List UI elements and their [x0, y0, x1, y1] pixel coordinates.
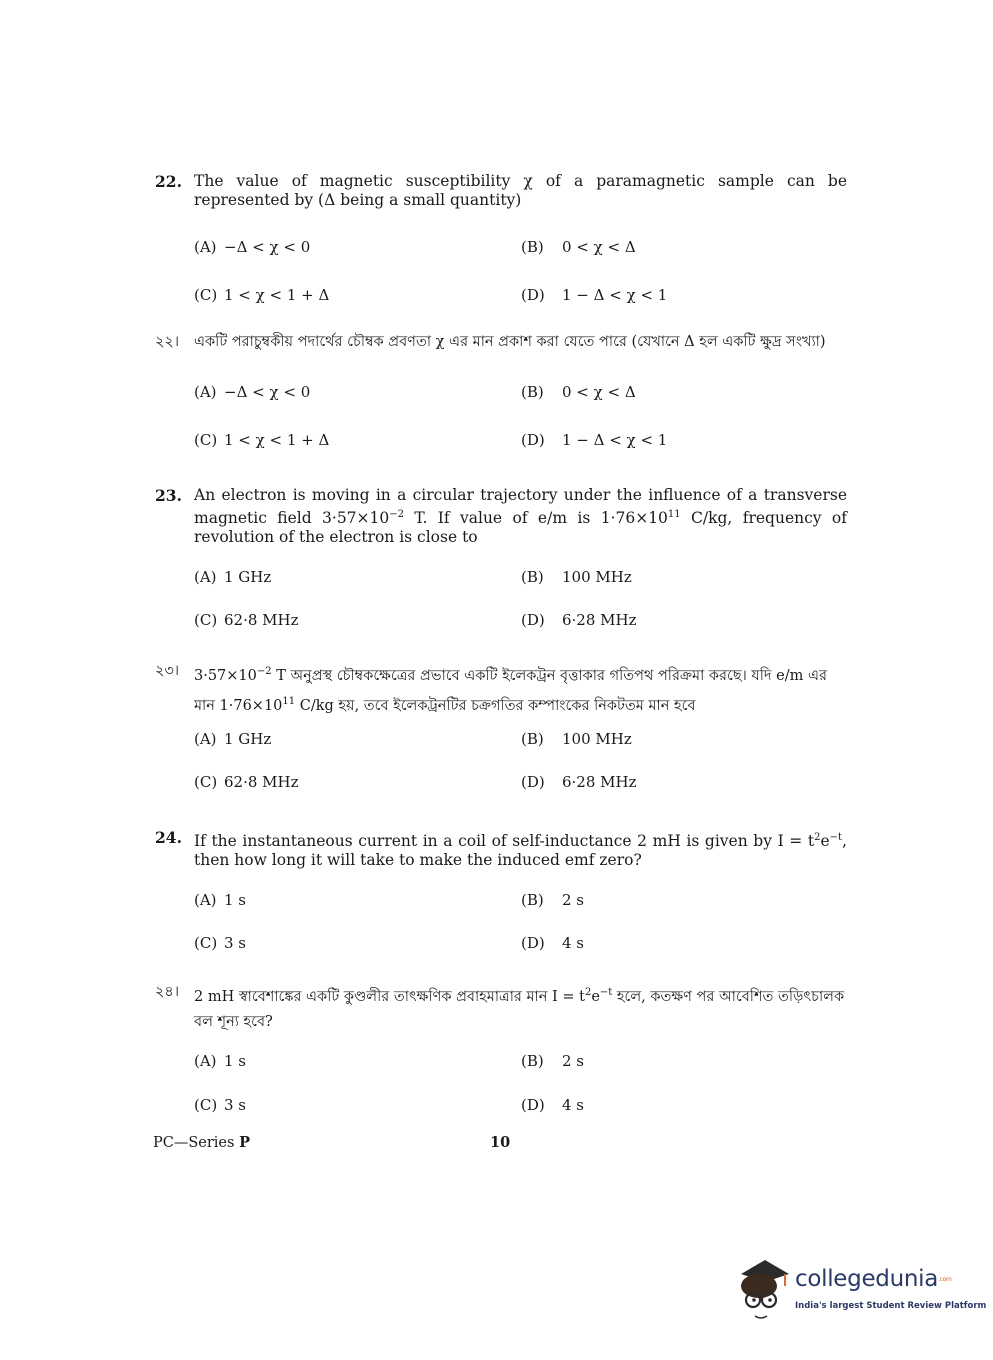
question-text: The value of magnetic susceptibility χ of a paramagnetic sample can be represented by (Δ being a small quantity): [194, 172, 847, 209]
mascot-icon: [733, 1252, 793, 1332]
question-number: 23.: [155, 486, 182, 505]
series-label: PC—Series P: [153, 1134, 250, 1151]
question-text: 2 mH স্বাবেশাঙ্কের একটি কুণ্ডলীর তাৎক্ষণিক প্রবাহমাত্রার মান $I = t^2e^{-t}$ হলে, কতক্ষণ পর আবেশিত তড়িৎচালক বল শূন্য হবে?: [194, 987, 845, 1030]
option-c: (C) 3 s: [194, 934, 247, 952]
option-b: (B) 2 s: [521, 1052, 585, 1070]
question-number: 24.: [155, 828, 182, 847]
collegedunia-logo: [733, 1252, 987, 1332]
option-d: (D) 1 − Δ < χ < 1: [521, 431, 668, 449]
option-a: (A) 1 s: [194, 891, 247, 909]
logo-name: collegedunia.com: [795, 1266, 952, 1292]
question-23: [155, 486, 847, 547]
option-d: (D) 1 − Δ < χ < 1: [521, 286, 668, 304]
question-22: [155, 172, 847, 210]
option-b: (B) 0 < χ < Δ: [521, 383, 636, 401]
question-text: An electron is moving in a circular trajectory under the influence of a transverse magnetic field $3\cdot 57\times 10^{-2}$ T. If value of e/m is $1\cdot 76\times 10^{11}$ C/kg, frequency of revolution of the electron is close to: [194, 486, 847, 547]
option-a: (A) 1 GHz: [194, 730, 272, 748]
option-a: (A) −Δ < χ < 0: [194, 383, 311, 401]
option-a: (A) 1 GHz: [194, 568, 272, 586]
question-number: 22.: [155, 172, 182, 191]
question-24-bengali: [155, 980, 847, 1035]
option-b: (B) 2 s: [521, 891, 585, 909]
question-text: $3\cdot 57\times 10^{-2}$ T অনুপ্রস্থ চৌম্বকক্ষেত্রের প্রভাবে একটি ইলেকট্রন বৃত্তাকার গতিপথ পরিক্রমা করছে। যদি e/m এর মান $1\cdot 76\times 10^{11}$ C/kg হয়, তবে ইলেকট্রনটির চক্রগতির কম্পাংকের নিকটতম মান হবে: [194, 666, 827, 714]
option-c: (C) 1 < χ < 1 + Δ: [194, 431, 330, 449]
question-number: ২৩।: [155, 663, 180, 679]
option-a: (A) 1 s: [194, 1052, 247, 1070]
question-text: একটি পরাচুম্বকীয় পদার্থের চৌম্বক প্রবণতা χ এর মান প্রকাশ করা যেতে পারে (যেখানে Δ হল একটি ক্ষুদ্র সংখ্যা): [194, 334, 826, 350]
option-c: (C) 1 < χ < 1 + Δ: [194, 286, 330, 304]
option-c: (C) 3 s: [194, 1096, 247, 1114]
option-b: (B) 100 MHz: [521, 568, 632, 586]
option-c: (C) 62·8 MHz: [194, 611, 299, 629]
option-a: (A) −Δ < χ < 0: [194, 238, 311, 256]
option-d: (D) 4 s: [521, 934, 585, 952]
option-c: (C) 62·8 MHz: [194, 773, 299, 791]
option-d: (D) 4 s: [521, 1096, 585, 1114]
question-text: If the instantaneous current in a coil of self-inductance 2 mH is given by $I = t^2e^{-t}$, then how long it will take to make the induced emf zero?: [194, 832, 847, 870]
option-d: (D) 6·28 MHz: [521, 611, 637, 629]
question-23-bengali: [155, 659, 847, 719]
question-24: [155, 828, 847, 870]
logo-tagline: India's largest Student Review Platform: [795, 1301, 987, 1311]
option-d: (D) 6·28 MHz: [521, 773, 637, 791]
question-number: ২২।: [155, 334, 180, 350]
page-number: 10: [490, 1134, 511, 1151]
question-22-bengali: [155, 333, 847, 352]
option-b: (B) 0 < χ < Δ: [521, 238, 636, 256]
question-number: ২৪।: [155, 984, 180, 1000]
option-b: (B) 100 MHz: [521, 730, 632, 748]
